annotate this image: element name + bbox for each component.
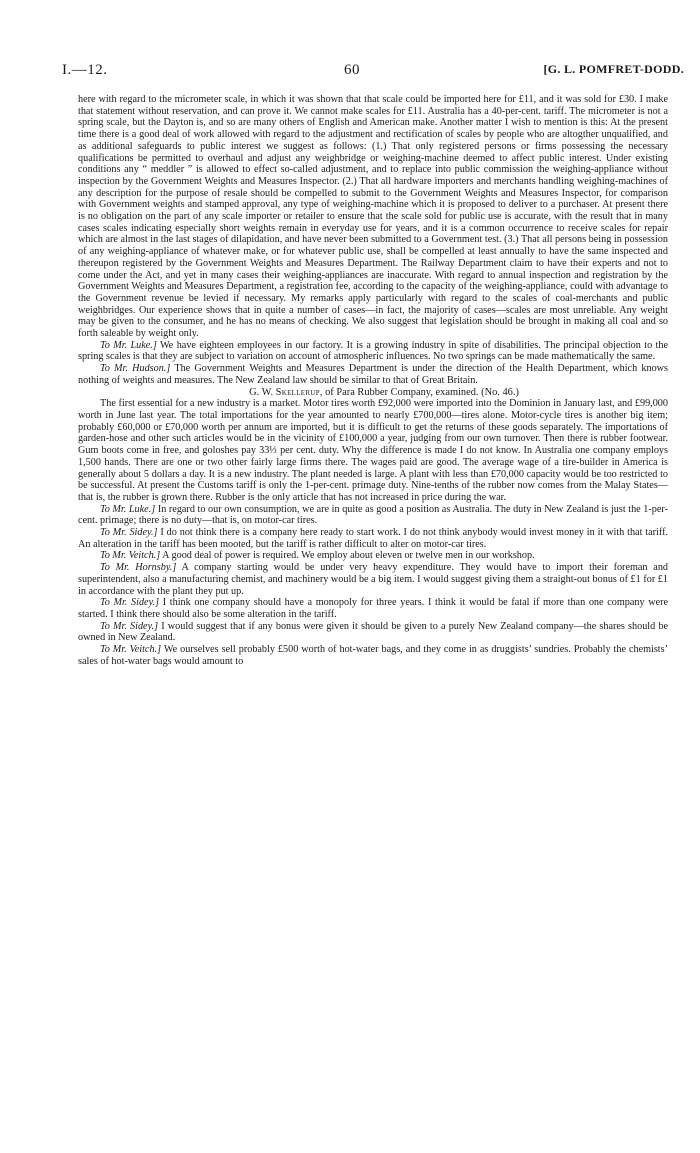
speaker-label: To Mr. Luke.] xyxy=(100,503,156,515)
body-text xyxy=(78,94,668,667)
speaker-label: To Mr. Sidey.] xyxy=(100,597,160,609)
paragraph-exchange xyxy=(78,597,668,620)
paragraph-exchange xyxy=(78,644,668,667)
paragraph-exchange xyxy=(78,621,668,644)
witness-surname: Skellerup xyxy=(275,386,320,398)
speaker-label: To Mr. Hudson.] xyxy=(100,363,171,375)
testimony-text: I would suggest that if any bonus were given it should be given to a purely New Zealand company—the shares should be owned in New Zealand. xyxy=(78,620,668,644)
paragraph-exchange xyxy=(78,550,668,562)
testimony-text: I do not think there is a company here ready to start work. I do not think anybody would invest money in it with that tariff. An alteration in the tariff has been mooted, but the tariff is rather difficult to alter on motor-car tires. xyxy=(78,527,669,550)
witness-name: [G. L. POMFRET-DODD. xyxy=(543,62,684,76)
paragraph-luke xyxy=(78,340,668,363)
witness-heading: G. W. Skellerup, of Para Rubber Company, examined. (No. 46.) xyxy=(249,386,519,398)
speaker-label: To Mr. Luke.] xyxy=(100,339,157,351)
speaker-label: To Mr. Veitch.] xyxy=(100,550,161,562)
paragraph-exchange xyxy=(78,504,668,527)
page-number: 60 xyxy=(344,62,360,78)
speaker-label: To Mr. Veitch.] xyxy=(100,644,162,656)
paragraph-exchange xyxy=(78,562,668,597)
page-header xyxy=(62,62,684,82)
speaker-label: To Mr. Sidey.] xyxy=(100,620,159,632)
speaker-label: To Mr. Hornsby.] xyxy=(100,562,177,574)
testimony-text: A company starting would be under very heavy expenditure. They would have to import their foreman and superintendent, also a manufacturing chemist, and machinery would be a big item. I would suggest giving them a straight-out bonus of £1 for £1 in accordance with the plant they put up. xyxy=(78,562,669,597)
paragraph-hudson xyxy=(78,363,668,386)
testimony-text: We have eighteen employees in our factory. It is a growing industry in spite of disabilities. The principal objection to the spring scales is that they are subject to variation on account of atmospheric influences. No two springs can be made mathematically the same. xyxy=(78,339,669,363)
paragraph-continuation: here with regard to the micrometer scale, in which it was shown that that scale could be imported here for £11, and it was sold for £30. I make that statement without reservation, and can prove it. We cannot make scales for £11. Australia has a 40-per-cent. tariff. The micrometer is not a spring scale, but the Dayton is, and so are many others of English and American make. Another matter I wish to mention is this: At the present time there is a good deal of work allowed with regard to the adjustment and rectification of scales by people who are altogther unqualified, and as additional safeguards to public interest we suggest as follows: (1.) That only registered persons or firms possessing the necessary qualifications be permitted to overhaul and adjust any weighbridge or weighing-machine deemed to affect public interest. Under existing conditions any “ meddler ” is allowed to effect so-called adjustment, and to replace into public commission the weighing-appliance without inspection by the Government Weights and Measures Inspector. (2.) That all hardware importers and merchants handling weighing-machines of any description for the purpose of resale should be compelled to submit to the Government Weights and Measures Inspector, for comparison with Government weights and stamped approval, any type of weighing-machine which it is proposed to deliver to a purchaser. At present there is no obligation on the part of any scale importer or retailer to ensure that the scale sold for public use is accurate, with the result that in many cases scales indicating especially short weights remain in everyday use for years, and it is a common occurrence to receive scales for repair which are almost in the last stages of dilapidation, and have never been submitted to a Government test. (3.) That all persons being in possession of any weighing-appliance of whatever make, or for whatever public use, shall be compelled at least annually to have the same inspected and thereupon registered by the Government Weights and Measures Department. The Railway Department claim to have their experts and not to come under the Act, and yet in many cases their weighing-appliances are inaccurate. With regard to annual inspection and registration by the Government Weights and Measures Department, a registration fee, according to the capacity of the weighing-appliance, could with advantage to the Government revenue be levied if necessary. My remarks apply particularly with regard to the scales of coal-merchants and public weighbridges. Our experience shows that in quite a number of cases—in fact, the majority of cases—scales are most unreliable. Any weight may be given to the consumer, and he has no means of checking. We also suggest that legislation should be brought in making all coal and so forth saleable by weight only. xyxy=(78,94,668,340)
testimony-text: In regard to our own consumption, we are in quite as good a position as Australia. The duty in New Zealand is just the 1-per-cent. primage; there is no duty—that is, on motor-car tires. xyxy=(78,503,668,527)
testimony-text: We ourselves sell probably £500 worth of hot-water bags, and they come in as druggists’ sundries. Probably the chemists’ sales of hot-water bags would amount to xyxy=(78,644,668,667)
paper-reference: I.—12. xyxy=(62,62,108,78)
testimony-text: A good deal of power is required. We employ about eleven or twelve men in our workshop. xyxy=(160,550,535,562)
testimony-text: The Government Weights and Measures Department is under the direction of the Health Department, which knows nothing of weights and measures. The New Zealand law should be similar to that of Great Britain. xyxy=(78,363,668,386)
paragraph-opening-statement: The first essential for a new industry is a market. Motor tires worth £92,000 were imported into the Dominion in January last, and £99,000 worth in June last year. The total importations for the year amounted to nearly £700,000—tires alone. Motor-cycle tires is another big item; probably £60,000 or £70,000 worth per annum are imported, but it is difficult to get the returns of these goods separately. The importations of garden-hose and other such articles would be in the vicinity of £100,000 a year, judging from our own turnover. Then there is rubber footwear. Gum boots come in free, and goloshes pay 33⅓ per cent. duty. Why the difference is made I do not know. In Australia one company employs 1,500 hands. There are one or two other fairly large firms there. The wages paid are good. The average wage of a tire-builder in America is generally about 5 dollars a day. It is a new industry. The plant needed is large. A plant with less than £70,000 capacity would be too restricted to be successful. At present the Customs tariff is only the 1-per-cent. primage duty. Nine-tenths of the rubber now comes from the Malay States—that is, the rubber is grown there. Rubber is the only article that has not increased in price during the war. xyxy=(78,398,668,503)
testimony-text: I think one company should have a monopoly for three years. I think it would be fatal if more than one company were started. I think there should also be some alteration in the tariff. xyxy=(78,597,669,620)
paragraph-exchange xyxy=(78,527,668,550)
speaker-label: To Mr. Sidey.] xyxy=(100,527,158,539)
